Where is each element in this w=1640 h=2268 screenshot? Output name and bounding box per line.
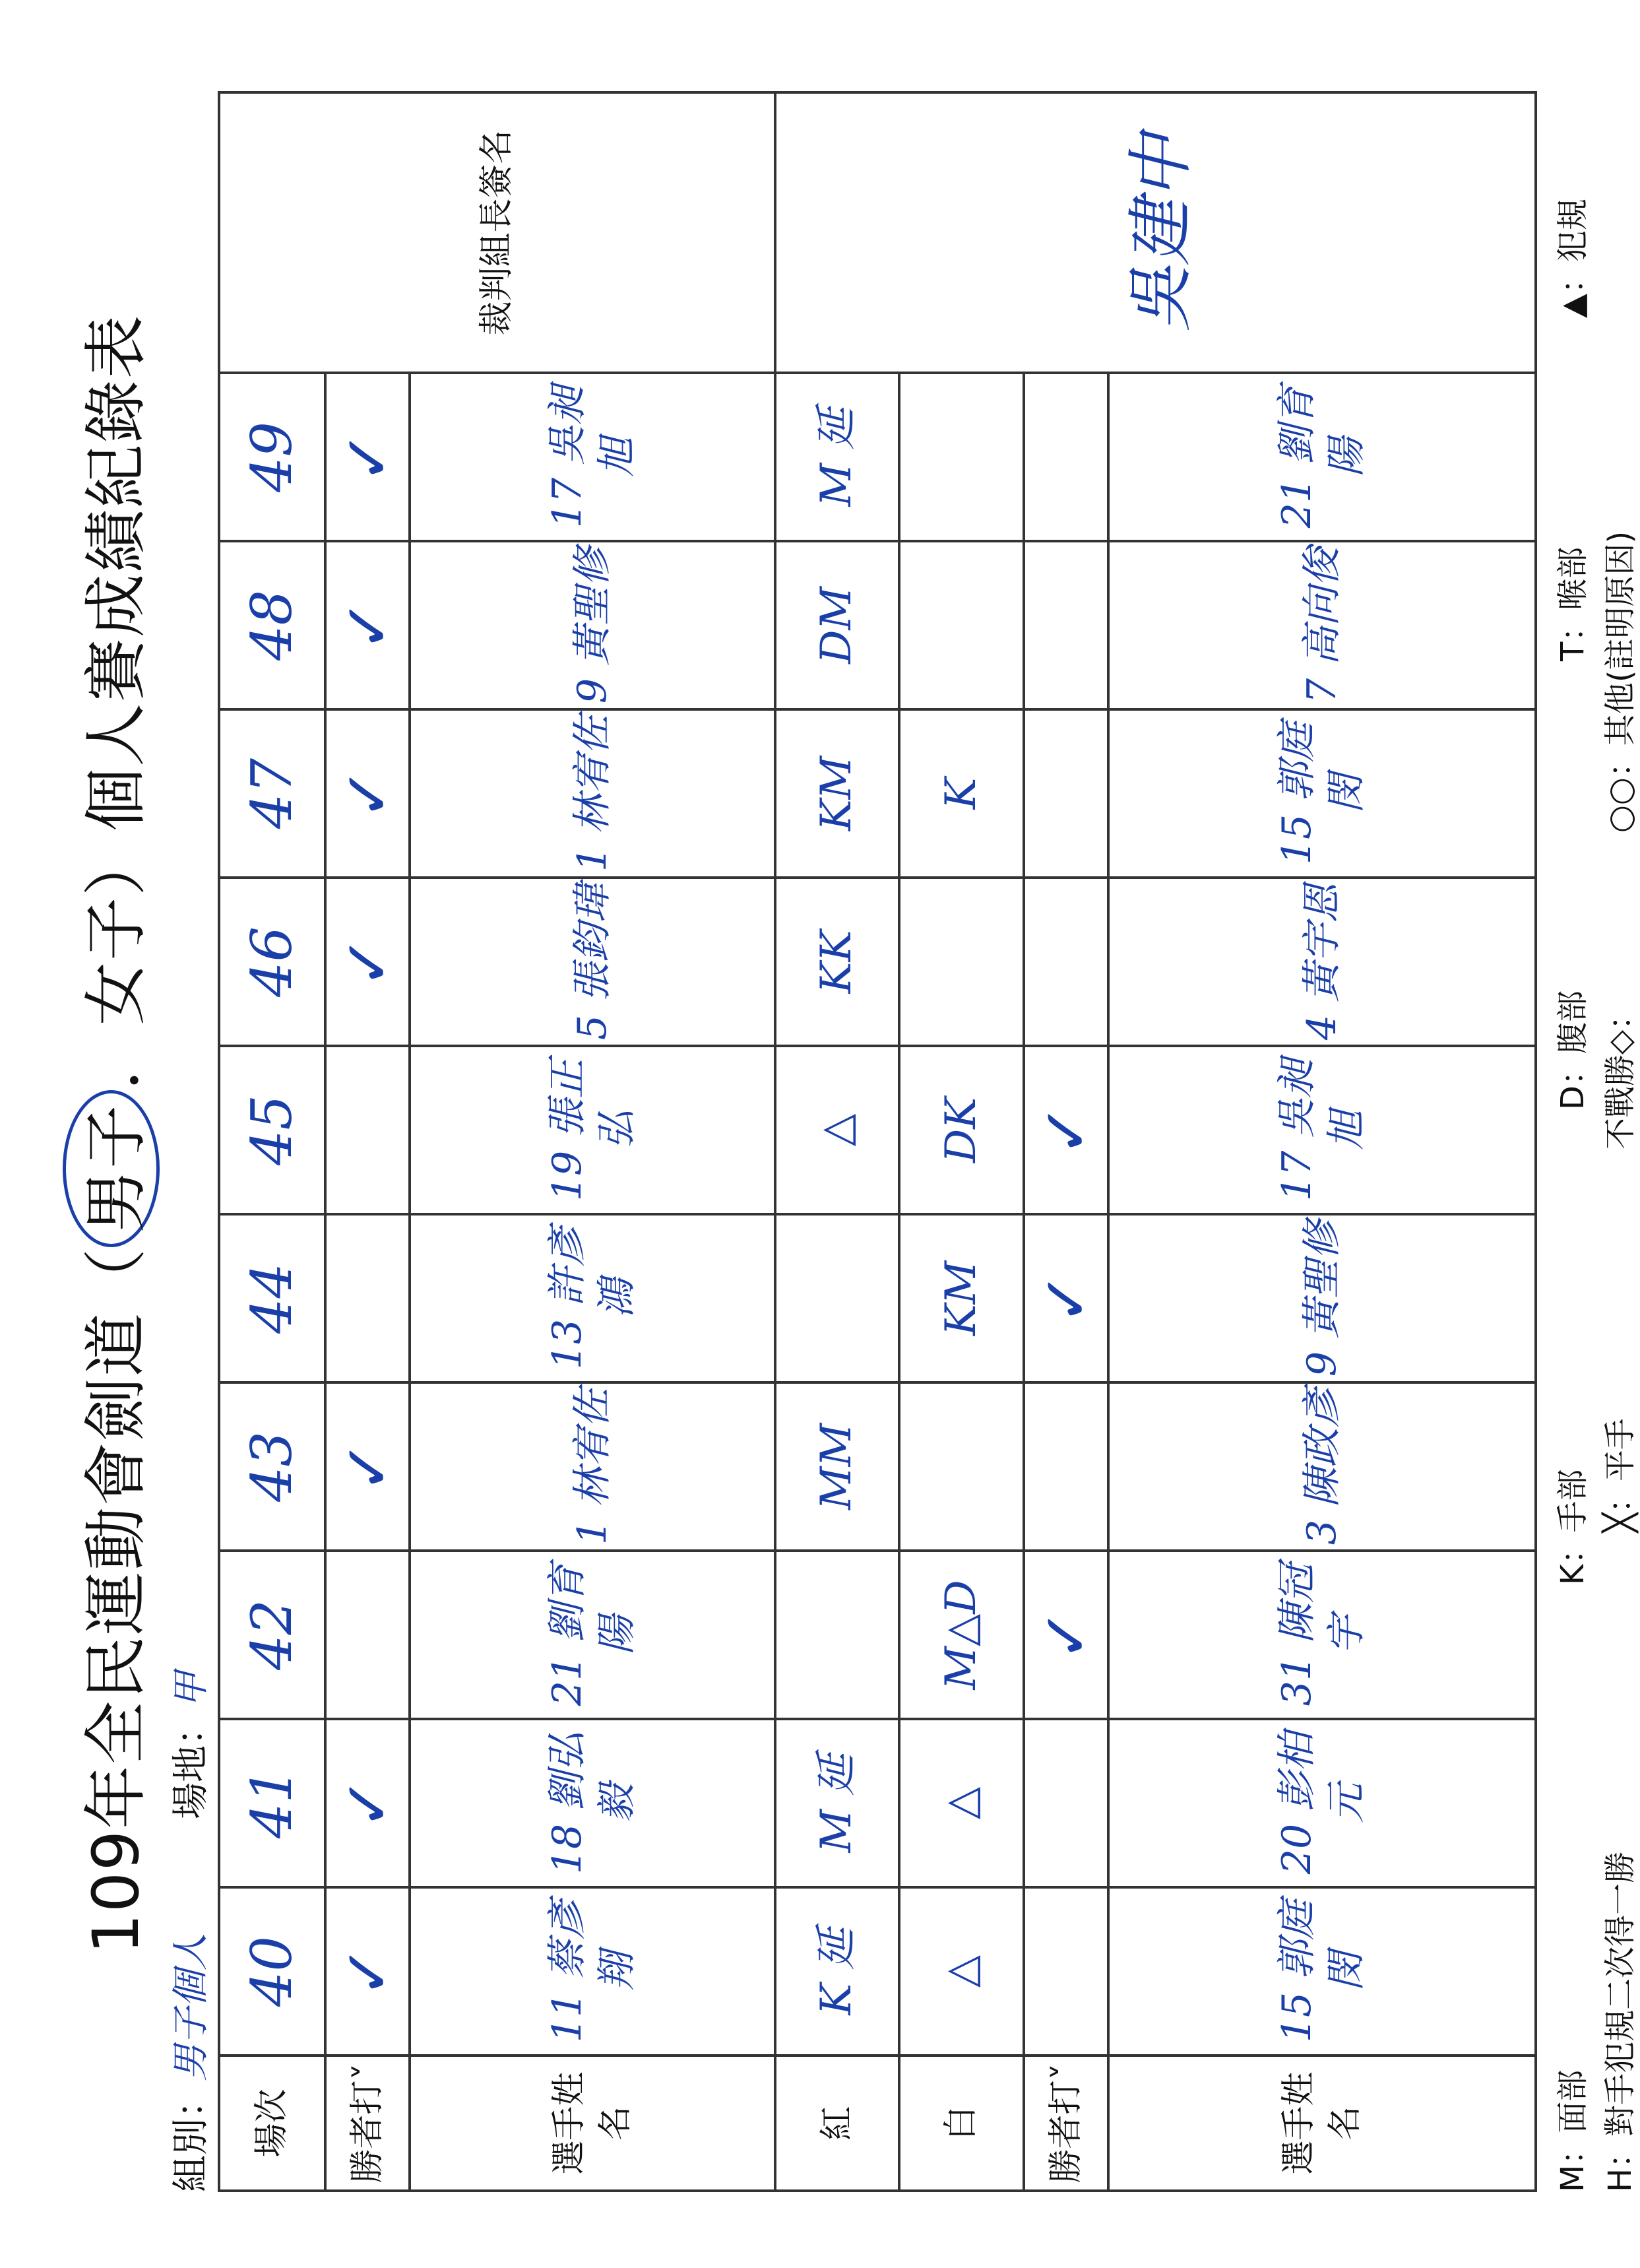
red-player-name: 9 黃聖修 xyxy=(410,541,775,709)
red-header: 紅 xyxy=(775,2056,899,2191)
red-winner-check: ✓ xyxy=(325,1887,410,2056)
legend-other: ○○：其他(註明原因) xyxy=(1602,531,1639,833)
match-no-cell: 40 xyxy=(219,1887,325,2056)
title-female-option: 女子 xyxy=(79,895,153,1025)
title-suffix: ）個人賽成績紀錄表 xyxy=(79,313,153,896)
match-no-cell: 45 xyxy=(219,1046,325,1214)
name-header-top: 選手姓名 xyxy=(410,2056,775,2191)
red-winner-check: ✓ xyxy=(325,878,410,1046)
white-points: M△D xyxy=(899,1551,1023,1719)
red-player-name: 19 張正弘 xyxy=(410,1046,775,1214)
legend-men: M：面部 xyxy=(1554,2069,1591,2192)
white-player-name: 9 黃聖修 xyxy=(1108,1214,1536,1382)
white-points xyxy=(899,1382,1023,1551)
white-winner-row xyxy=(1024,92,1108,2191)
match-no-cell: 47 xyxy=(219,709,325,878)
red-player-name: 21 劉育陽 xyxy=(410,1551,775,1719)
red-player-name: 1 林宥佐 xyxy=(410,709,775,878)
white-winner-check xyxy=(1024,1719,1108,1887)
white-winner-check xyxy=(1024,373,1108,541)
white-player-name: 15 郭庭閔 xyxy=(1108,1887,1536,2056)
legend-foul: ▲：犯規 xyxy=(1554,199,1591,318)
match-no-cell: 49 xyxy=(219,373,325,541)
title-male-option-circled: 男子 xyxy=(63,1090,160,1247)
white-points xyxy=(899,541,1023,709)
white-winner-check xyxy=(1024,541,1108,709)
white-points: △ xyxy=(899,1719,1023,1887)
results-table xyxy=(218,91,1537,2192)
red-points xyxy=(775,1551,899,1719)
white-winner-check xyxy=(1024,1887,1108,2056)
white-player-name: 4 黃宇恩 xyxy=(1108,878,1536,1046)
red-player-name: 13 許彥鴻 xyxy=(410,1214,775,1382)
white-player-name: 17 吳昶旭 xyxy=(1108,1046,1536,1214)
red-points: KM xyxy=(775,709,899,878)
red-points: M 延 xyxy=(775,373,899,541)
white-winner-check: ✓ xyxy=(1024,1046,1108,1214)
red-points: M 延 xyxy=(775,1719,899,1887)
group-label: 組別： xyxy=(170,2081,212,2192)
red-points: DM xyxy=(775,541,899,709)
white-winner-check: ✓ xyxy=(1024,1551,1108,1719)
white-points: K xyxy=(899,709,1023,878)
white-winner-check xyxy=(1024,1382,1108,1551)
legend-draw: ╳：平手 xyxy=(1602,1418,1639,1532)
red-points: △ xyxy=(775,1046,899,1214)
white-points: △ xyxy=(899,1887,1023,2056)
white-points xyxy=(899,878,1023,1046)
red-player-name: 18 劉弘毅 xyxy=(410,1719,775,1887)
legend-fusen: 不戰勝◇： xyxy=(1602,998,1639,1150)
match-no-cell: 44 xyxy=(219,1214,325,1382)
referee-header: 裁判組長簽名 xyxy=(219,92,775,373)
red-name-row xyxy=(410,92,775,2191)
legend-hansoku: H：對手犯規二次得一勝 xyxy=(1602,1851,1639,2192)
white-header: 白 xyxy=(899,2056,1023,2191)
white-player-name: 3 陳政彥 xyxy=(1108,1382,1536,1551)
red-points: KK xyxy=(775,878,899,1046)
venue-value: 甲 xyxy=(170,1671,212,1708)
red-points: K 延 xyxy=(775,1887,899,2056)
red-winner-check: ✓ xyxy=(325,1382,410,1551)
venue-field xyxy=(162,1671,214,1819)
legend-kote: K：手部 xyxy=(1554,1469,1591,1585)
red-points-row xyxy=(775,92,899,2191)
red-points: MM xyxy=(775,1382,899,1551)
white-name-row xyxy=(1108,92,1536,2191)
red-winner-check xyxy=(325,1214,410,1382)
referee-signature: 吳建中 xyxy=(775,92,1536,373)
white-winner-check xyxy=(1024,878,1108,1046)
white-points: DK xyxy=(899,1046,1023,1214)
legend-tsuki: T：喉部 xyxy=(1554,546,1591,661)
match-no-cell: 46 xyxy=(219,878,325,1046)
title-separator: ． xyxy=(79,1025,153,1090)
red-winner-check: ✓ xyxy=(325,373,410,541)
red-winner-check xyxy=(325,1046,410,1214)
red-points xyxy=(775,1214,899,1382)
red-player-name: 17 吳昶旭 xyxy=(410,373,775,541)
title-prefix: 109年全民運動會劍道（ xyxy=(79,1247,153,1955)
match-no-cell: 42 xyxy=(219,1551,325,1719)
red-winner-check: ✓ xyxy=(325,541,410,709)
venue-label: 場地： xyxy=(170,1708,212,1819)
match-no-header: 場次 xyxy=(219,2056,325,2191)
white-points xyxy=(899,373,1023,541)
match-no-cell: 48 xyxy=(219,541,325,709)
winner-mark-header-top: 勝者打˅ xyxy=(325,2056,410,2191)
red-winner-check: ✓ xyxy=(325,1719,410,1887)
red-player-name: 1 林宥佐 xyxy=(410,1382,775,1551)
match-number-row xyxy=(219,92,325,2191)
legend-do: D：腹部 xyxy=(1554,990,1591,1110)
white-points-row xyxy=(899,92,1023,2191)
red-player-name: 5 張鈞瑋 xyxy=(410,878,775,1046)
white-winner-check xyxy=(1024,709,1108,878)
name-header-bottom: 選手姓名 xyxy=(1108,2056,1536,2191)
winner-mark-header-bottom: 勝者打˅ xyxy=(1024,2056,1108,2191)
white-player-name: 15 郭庭閔 xyxy=(1108,709,1536,878)
red-player-name: 11 蔡彥翔 xyxy=(410,1887,775,2056)
group-field xyxy=(162,1933,214,2192)
white-player-name: 31 陳冠宇 xyxy=(1108,1551,1536,1719)
red-winner-check xyxy=(325,1551,410,1719)
group-value: 男子個人 xyxy=(170,1933,212,2081)
white-player-name: 7 高向俊 xyxy=(1108,541,1536,709)
match-no-cell: 43 xyxy=(219,1382,325,1551)
white-player-name: 20 彭柏元 xyxy=(1108,1719,1536,1887)
red-winner-check: ✓ xyxy=(325,709,410,878)
white-winner-check: ✓ xyxy=(1024,1214,1108,1382)
match-no-cell: 41 xyxy=(219,1719,325,1887)
white-player-name: 21 劉育陽 xyxy=(1108,373,1536,541)
red-winner-row xyxy=(325,92,410,2191)
sheet-title xyxy=(63,0,160,2268)
white-points: KM xyxy=(899,1214,1023,1382)
